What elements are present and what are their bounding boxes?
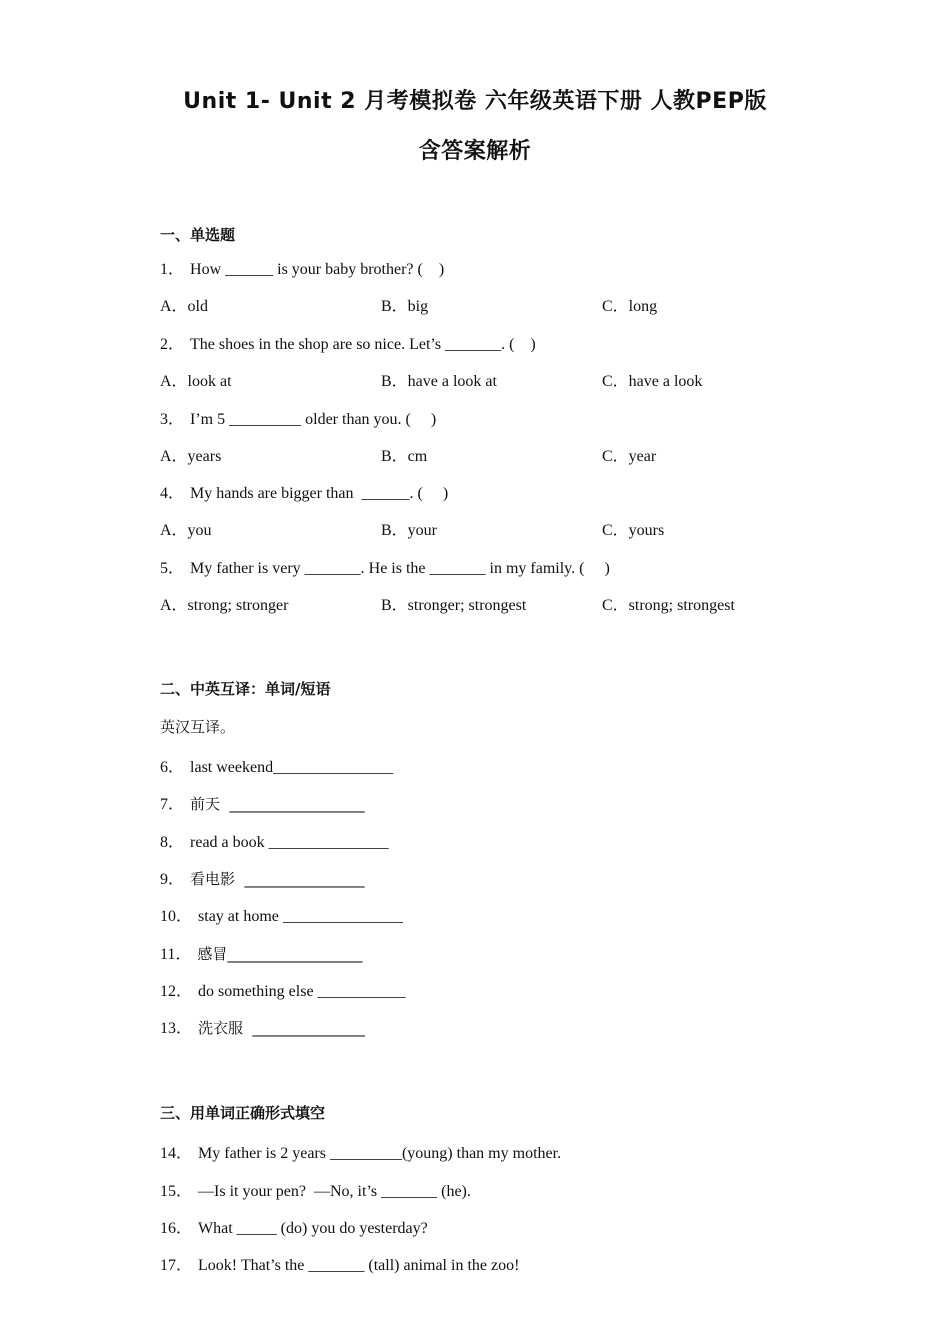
item-text: 看电影 ________________: [190, 870, 365, 888]
fill-item-15: [160, 1178, 471, 1201]
item-text: do something else ___________: [198, 983, 406, 1000]
question-text: I’m 5 _________ older than you. ( ): [190, 411, 437, 428]
option-b: B．your: [381, 522, 438, 539]
item-text: What _____ (do) you do yesterday?: [198, 1220, 428, 1237]
option-a: A．years: [160, 448, 222, 465]
question-text: My father is very _______. He is the _______ in my family. ( ): [190, 560, 610, 577]
item-number: 9．: [160, 871, 185, 888]
item-number: 17．: [160, 1257, 193, 1274]
option-a: A．you: [160, 522, 212, 539]
option-c: C．yours: [602, 522, 665, 539]
question-text: My hands are bigger than ______. ( ): [190, 485, 449, 502]
fill-item-16: [160, 1215, 428, 1238]
option-b: B．have a look at: [381, 373, 497, 390]
question-number: 4．: [160, 485, 185, 502]
question-1: [160, 256, 444, 279]
section-heading-fill-in: 三、用单词正确形式填空: [160, 1104, 326, 1122]
option-c: C．long: [602, 298, 658, 315]
item-number: 14．: [160, 1145, 193, 1162]
document-subtitle: 含答案解析: [418, 139, 532, 164]
question-2: [160, 331, 536, 354]
option-b: B．big: [381, 298, 429, 315]
section-heading-single-choice: 一、单选题: [160, 226, 236, 244]
question-5: [160, 555, 610, 578]
document-title: Unit 1- Unit 2 月考模拟卷 六年级英语下册 人教PEP版: [183, 89, 767, 114]
translation-item-11: [160, 941, 362, 964]
question-text: How ______ is your baby brother? ( ): [190, 261, 445, 278]
option-b: B．cm: [381, 448, 428, 465]
translation-item-12: [160, 978, 406, 1001]
item-text: read a book _______________: [190, 834, 389, 851]
item-number: 13．: [160, 1020, 193, 1037]
item-number: 15．: [160, 1183, 193, 1200]
item-text: —Is it your pen? —No, it’s _______ (he).: [198, 1183, 471, 1200]
item-text: Look! That’s the _______ (tall) animal in the zoo!: [198, 1257, 520, 1274]
item-number: 10．: [160, 908, 193, 925]
question-4: [160, 480, 448, 503]
option-a: A．strong; stronger: [160, 597, 289, 614]
question-number: 2．: [160, 336, 185, 353]
translation-item-9: [160, 866, 365, 889]
item-text: 洗衣服 _______________: [198, 1019, 366, 1037]
item-text: 前天 __________________: [190, 795, 365, 813]
option-a: A．look at: [160, 373, 232, 390]
translation-item-13: [160, 1015, 365, 1038]
fill-item-17: [160, 1252, 519, 1275]
item-text: My father is 2 years _________(young) than my mother.: [198, 1145, 562, 1162]
item-number: 16．: [160, 1220, 193, 1237]
item-number: 11．: [160, 946, 192, 963]
fill-item-14: [160, 1140, 561, 1163]
item-number: 6．: [160, 759, 185, 776]
option-c: C．have a look: [602, 373, 703, 390]
translation-item-8: [160, 829, 389, 852]
item-text: 感冒__________________: [197, 945, 363, 963]
section-heading-translation: 二、中英互译：单词/短语: [160, 680, 331, 698]
translation-item-6: [160, 754, 393, 777]
question-text: The shoes in the shop are so nice. Let’s _______. ( ): [190, 336, 536, 353]
question-number: 5．: [160, 560, 185, 577]
question-3: [160, 406, 436, 429]
option-b: B．stronger; strongest: [381, 597, 527, 614]
question-number: 1．: [160, 261, 185, 278]
item-number: 12．: [160, 983, 193, 1000]
item-number: 7．: [160, 796, 185, 813]
section-instruction: 英汉互译。: [160, 718, 236, 736]
item-text: last weekend_______________: [190, 759, 394, 776]
option-c: C．year: [602, 448, 657, 465]
option-a: A．old: [160, 298, 209, 315]
item-text: stay at home _______________: [198, 908, 403, 925]
translation-item-7: [160, 791, 365, 814]
translation-item-10: [160, 903, 403, 926]
question-number: 3．: [160, 411, 185, 428]
item-number: 8．: [160, 834, 185, 851]
option-c: C．strong; strongest: [602, 597, 735, 614]
